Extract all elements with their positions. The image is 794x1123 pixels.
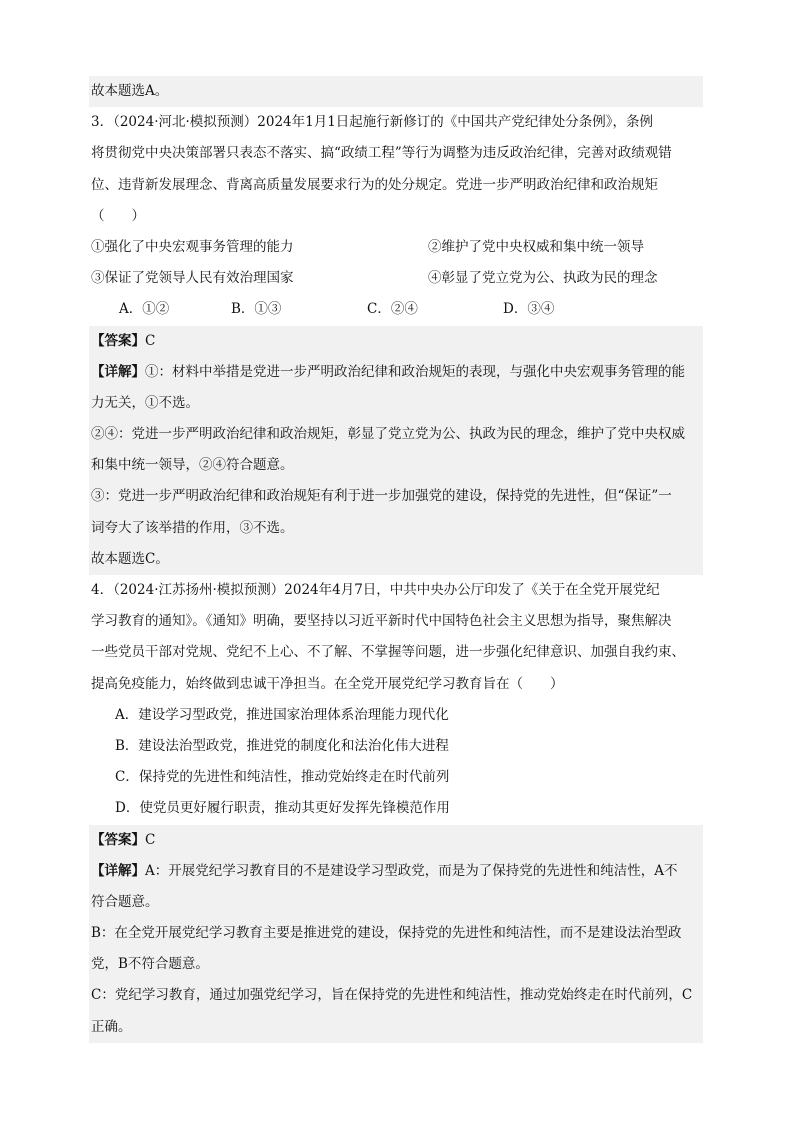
question-4-explanation: 正确。 [89, 1012, 703, 1043]
question-4-stem: 4．（2024·江苏扬州·模拟预测）2024年4月7日，中共中央办公厅印发了《关于在全党开展党纪 [91, 582, 660, 598]
question-3-stem: 将贯彻党中央决策部署只表态不落实、搞“政绩工程”等行为调整为违反政治纪律，完善对政绩观错 [91, 145, 672, 162]
question-3-explanation [89, 357, 703, 388]
explanation-text: ①：材料中举措是党进一步严明政治纪律和政治规矩的表现，与强化中央宏观事务管理的能 [145, 363, 685, 380]
explanation-text: A：开展党纪学习教育目的不是建设学习型政党，而是为了保持党的先进性和纯洁性，A不 [145, 862, 678, 879]
question-3-explanation: 力无关，①不选。 [89, 388, 703, 419]
option-a: A．建设学习型政党，推进国家治理体系治理能力现代化 [115, 706, 449, 723]
answer-label: 【答案】 [91, 831, 145, 848]
question-3-options [89, 294, 703, 325]
question-3-explanation: ③：党进一步严明政治纪律和政治规矩有利于进一步加强党的建设，保持党的先进性，但“保证”一 [89, 481, 703, 512]
statement-4: ④彰显了党立党为公、执政为民的理念 [428, 270, 658, 287]
question-4-explanation: B：在全党开展党纪学习教育主要是推进党的建设，保持党的先进性和纯洁性，而不是建设法治型政 [89, 918, 703, 949]
answer-conclusion: 故本题选C。 [89, 544, 703, 575]
question-4-explanation: C：党纪学习教育，通过加强党纪学习，旨在保持党的先进性和纯洁性，推动党始终走在时代前列，C [89, 980, 703, 1011]
option-d: D．③④ [503, 301, 555, 318]
question-4-explanation [89, 856, 703, 887]
question-4-stem: 提高免疫能力，始终做到忠诚干净担当。在全党开展党纪学习教育旨在（ ） [91, 675, 564, 692]
question-3-explanation: ②④：党进一步严明政治纪律和政治规矩，彰显了党立党为公、执政为民的理念，维护了党中央权威 [89, 419, 703, 450]
option-c: C．保持党的先进性和纯洁性，推动党始终走在时代前列 [115, 769, 450, 786]
explanation-label: 【详解】 [91, 363, 145, 380]
statement-1: ①强化了中央宏观事务管理的能力 [91, 238, 294, 255]
option-b: B．建设法治型政党，推进党的制度化和法治化伟大进程 [115, 737, 449, 754]
statement-2: ②维护了党中央权威和集中统一领导 [428, 238, 644, 255]
answer-value: C [145, 332, 156, 349]
option-c: C．②④ [367, 301, 418, 318]
question-4-explanation: 党，B不符合题意。 [89, 949, 703, 980]
question-3-explanation: 词夸大了该举措的作用，③不选。 [89, 513, 703, 544]
question-4-explanation: 符合题意。 [89, 887, 703, 918]
question-3-statements [89, 232, 703, 263]
document-body [89, 76, 703, 1043]
question-3-stem: 位、违背新发展理念、背离高质量发展要求行为的处分规定。党进一步严明政治纪律和政治规矩 [91, 176, 658, 193]
answer-value: C [145, 831, 156, 848]
question-4-answer [89, 825, 703, 856]
explanation-label: 【详解】 [91, 862, 145, 879]
answer-label: 【答案】 [91, 332, 145, 349]
statement-3: ③保证了党领导人民有效治理国家 [91, 270, 294, 287]
question-3-blank: （ ） [91, 207, 145, 224]
option-b: B．①③ [231, 301, 282, 318]
question-4-stem: 一些党员干部对党规、党纪不上心、不了解、不掌握等问题，进一步强化纪律意识、加强自我约束、 [91, 644, 685, 661]
question-3-answer [89, 326, 703, 357]
option-d: D．使党员更好履行职责，推动其更好发挥先锋模范作用 [115, 800, 450, 817]
answer-conclusion: 故本题选A。 [89, 76, 703, 107]
option-a: A．①② [119, 301, 170, 318]
question-3-explanation: 和集中统一领导，②④符合题意。 [89, 450, 703, 481]
question-3-stem: 3．（2024·河北·模拟预测）2024年1月1日起施行新修订的《中国共产党纪律处分条例》，条例 [91, 114, 654, 131]
question-4-stem: 学习教育的通知》。《通知》明确，要坚持以习近平新时代中国特色社会主义思想为指导，聚焦解决 [91, 613, 672, 630]
question-3-statements [89, 263, 703, 294]
